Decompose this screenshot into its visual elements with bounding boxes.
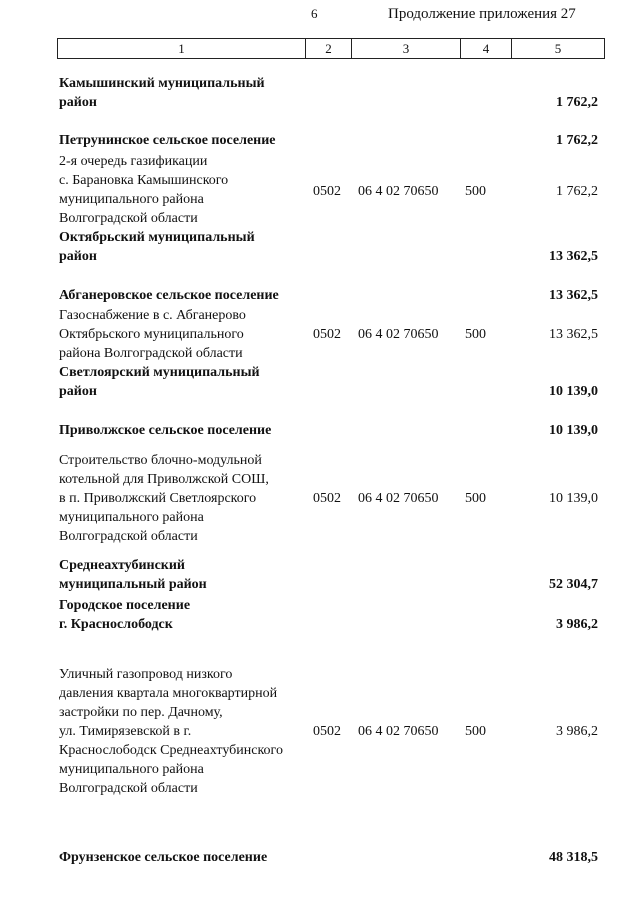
row-description (59, 451, 269, 546)
row-description (59, 74, 265, 112)
row-description (59, 848, 267, 867)
row-description-line: давления квартала многоквартирной (59, 686, 278, 701)
row-description (59, 152, 228, 228)
column-header-row (58, 39, 605, 59)
row-description-line: Волгоградской области (59, 781, 198, 796)
row-description (59, 596, 190, 634)
row-sum: 52 304,7 (549, 577, 598, 592)
row-sum: 13 362,5 (549, 249, 598, 264)
row-expense-type: 500 (465, 184, 486, 200)
row-description-line: 2-я очередь газификации (59, 154, 208, 169)
row-description-line: муниципального района (59, 192, 204, 207)
row-description-line: с. Барановка Камышинского (59, 173, 229, 188)
row-target-article: 06 4 02 70650 (358, 724, 439, 739)
row-description-line: Волгоградской области (59, 529, 198, 544)
row-sum: 10 139,0 (549, 491, 598, 506)
row-description-line: Строительство блочно-модульной (59, 453, 262, 468)
row-description (59, 556, 207, 594)
row-sum: 1 762,2 (556, 95, 598, 110)
row-sum: 1 762,2 (556, 184, 598, 200)
column-header-3: 3 (352, 39, 461, 59)
column-header-2: 2 (306, 39, 352, 59)
row-description-line: муниципальный район (59, 577, 207, 592)
row-section-code: 0502 (313, 724, 341, 739)
row-sum: 13 362,5 (549, 327, 598, 342)
row-sum: 10 139,0 (549, 423, 598, 438)
row-sum: 3 986,2 (556, 724, 598, 739)
page-number: 6 (311, 6, 318, 21)
row-description (59, 131, 276, 150)
row-description-line: Абганеровское сельское поселение (59, 288, 279, 303)
row-description-line: Городское поселение (59, 598, 191, 613)
continuation-label: Продолжение приложения 27 (388, 6, 576, 22)
row-expense-type: 500 (465, 724, 486, 739)
row-sum: 1 762,2 (556, 133, 598, 148)
row-description-line: Приволжское сельское поселение (59, 423, 272, 438)
row-sum: 3 986,2 (556, 617, 598, 632)
row-description (59, 363, 260, 401)
row-sum: 48 318,5 (549, 850, 598, 865)
row-description-line: района Волгоградской области (59, 346, 243, 361)
row-target-article: 06 4 02 70650 (358, 491, 439, 506)
row-description-line: Октябрьский муниципальный (59, 230, 255, 245)
row-description-line: Октябрьского муниципального (59, 327, 244, 342)
column-header-1: 1 (58, 39, 306, 59)
row-description-line: застройки по пер. Дачному, (59, 705, 223, 720)
row-description (59, 306, 246, 363)
row-description-line: район (59, 95, 97, 110)
row-description-line: г. Краснослободск (59, 617, 173, 632)
row-description-line: муниципального района (59, 510, 204, 525)
row-description-line: Газоснабжение в с. Абганерово (59, 308, 246, 323)
row-description-line: муниципального района (59, 762, 204, 777)
row-target-article: 06 4 02 70650 (358, 184, 439, 200)
row-description (59, 228, 255, 266)
row-description (59, 665, 283, 798)
row-description-line: Петрунинское сельское поселение (59, 133, 276, 148)
row-description-line: район (59, 249, 97, 264)
column-header-5: 5 (512, 39, 605, 59)
row-section-code: 0502 (313, 184, 341, 200)
row-description-line: Уличный газопровод низкого (59, 667, 233, 682)
row-description-line: Волгоградской области (59, 211, 198, 226)
row-description-line: Краснослободск Среднеахтубинского (59, 743, 283, 758)
row-description-line: район (59, 384, 97, 399)
row-section-code: 0502 (313, 491, 341, 506)
row-description (59, 421, 271, 440)
row-target-article: 06 4 02 70650 (358, 327, 439, 342)
row-description-line: Светлоярский муниципальный (59, 365, 260, 380)
row-description-line: ул. Тимирязевской в г. (59, 724, 192, 739)
row-description-line: в п. Приволжский Светлоярского (59, 491, 257, 506)
row-description-line: Среднеахтубинский (59, 558, 185, 573)
row-expense-type: 500 (465, 327, 486, 342)
row-section-code: 0502 (313, 327, 341, 342)
row-sum: 10 139,0 (549, 384, 598, 399)
column-header-4: 4 (461, 39, 512, 59)
row-description (59, 286, 279, 305)
row-description-line: котельной для Приволжской СОШ, (59, 472, 269, 487)
column-header-table (57, 38, 605, 59)
row-description-line: Камышинский муниципальный (59, 76, 265, 91)
row-expense-type: 500 (465, 491, 486, 506)
row-sum: 13 362,5 (549, 288, 598, 303)
row-description-line: Фрунзенское сельское поселение (59, 850, 268, 865)
